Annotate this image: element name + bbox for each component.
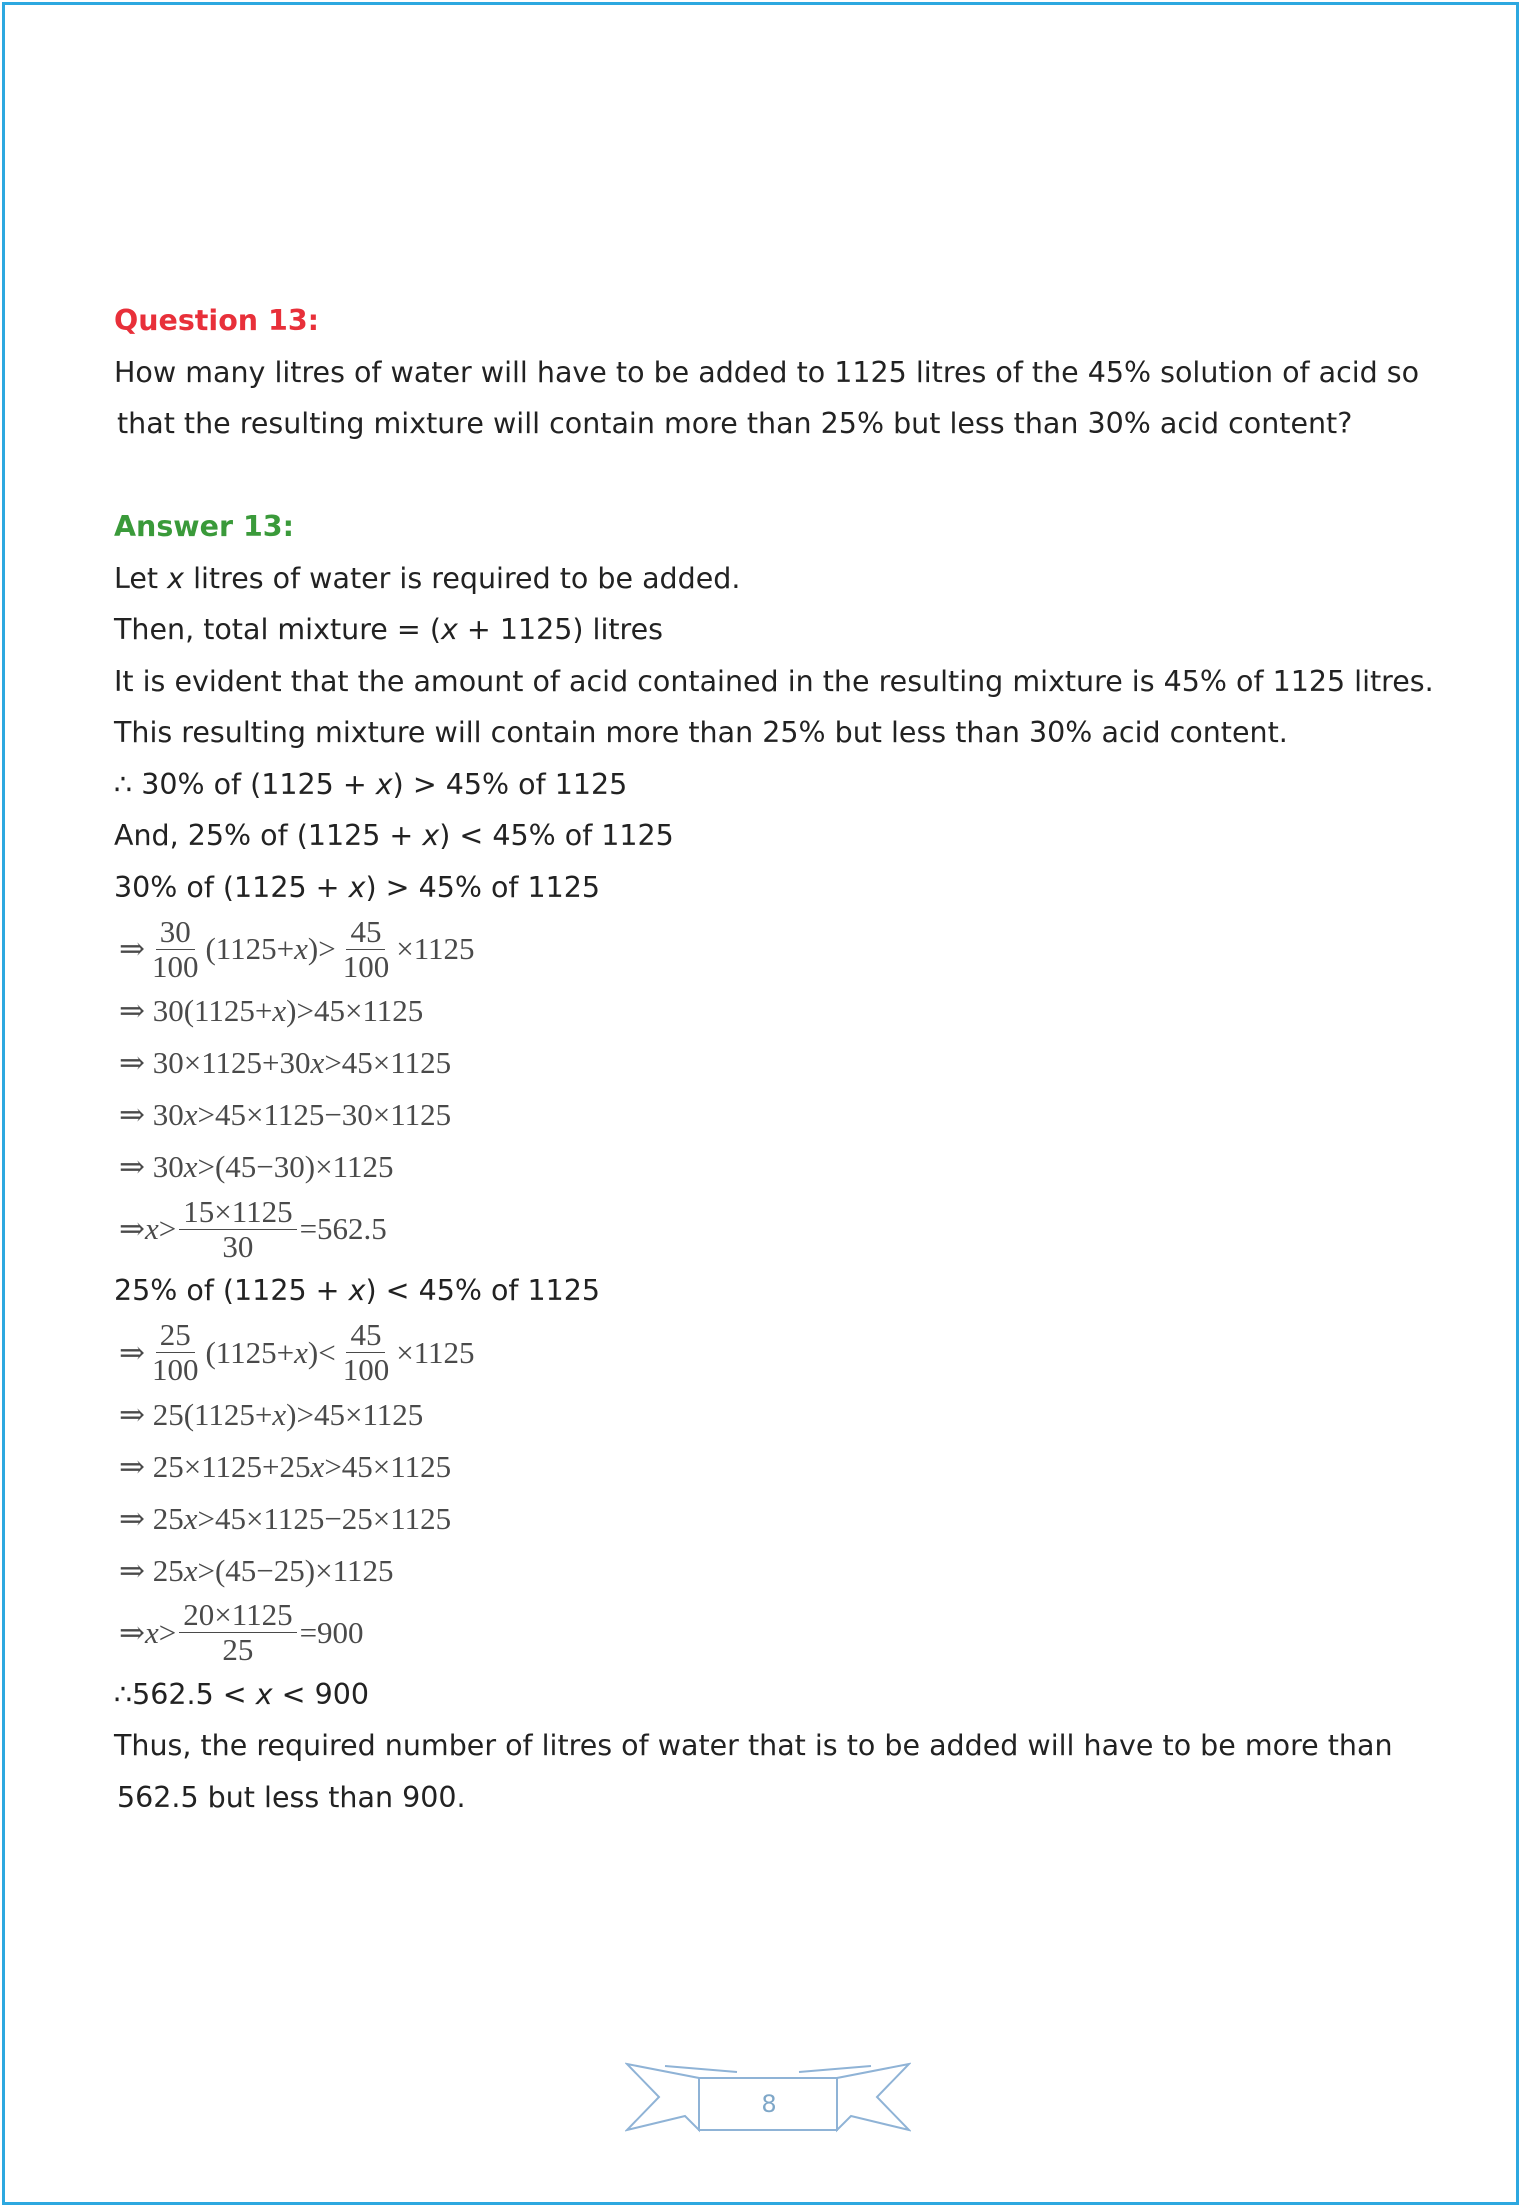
math-step-30-1	[114, 913, 1414, 985]
variable-x: x	[183, 1552, 198, 1588]
denominator: 30	[222, 1228, 254, 1264]
math-fragment: ⇒ 30	[119, 1149, 184, 1184]
numerator: 30	[156, 915, 195, 950]
fraction	[339, 915, 394, 984]
implies-symbol: ⇒	[119, 931, 145, 966]
math-fragment: ⇒ 30(1125+	[119, 993, 273, 1028]
denominator: 100	[342, 948, 390, 984]
text-fragment: ) < 45% of 1125	[439, 819, 674, 852]
answer-line-case-30	[114, 862, 1414, 914]
math-fragment: ⇒	[119, 1614, 145, 1650]
text-fragment: 30% of (1125 +	[114, 870, 349, 904]
variable-x: x	[183, 1149, 198, 1184]
math-fragment: >45×1125	[324, 1045, 452, 1080]
numerator: 45	[346, 915, 385, 950]
math-fragment: )>	[307, 931, 336, 966]
math-fragment: ⇒ 30	[119, 1097, 184, 1132]
math-fragment: >45×1125−25×1125	[197, 1500, 452, 1536]
math-fragment: )>45×1125	[286, 993, 424, 1028]
math-fragment: >(45−30)×1125	[197, 1149, 394, 1184]
math-step-25-1	[114, 1317, 1414, 1389]
text-fragment: ) > 45% of 1125	[392, 767, 628, 801]
math-step-30-4	[114, 1089, 1414, 1141]
answer-line-case-25	[114, 1265, 1414, 1317]
denominator: 100	[342, 1352, 390, 1387]
math-step-30-6	[114, 1193, 1414, 1265]
math-fragment: ⇒	[119, 1211, 145, 1246]
text-fragment: And, 25% of (1125 +	[114, 819, 423, 852]
text-fragment: < 900	[272, 1677, 370, 1711]
answer-line-evident: It is evident that the amount of acid contained in the resulting mixture is 45% of 1125 litres.	[114, 664, 1434, 698]
page-number-ribbon	[625, 2058, 911, 2138]
math-fragment: ⇒ 25	[119, 1552, 184, 1588]
question-heading: Question 13:	[114, 304, 320, 337]
math-fragment: ⇒ 25	[119, 1500, 184, 1536]
math-fragment: >	[158, 1614, 177, 1650]
implies-symbol: ⇒	[119, 1334, 145, 1370]
variable-x: x	[422, 819, 440, 852]
math-step-30-3	[114, 1037, 1414, 1089]
document-body	[114, 295, 1434, 1823]
text-fragment: ) > 45% of 1125	[365, 870, 601, 904]
answer-line-therefore-30	[114, 759, 1414, 811]
math-fragment: >45×1125−30×1125	[197, 1097, 452, 1132]
math-fragment: ×1125	[396, 1334, 475, 1370]
math-fragment: >45×1125	[324, 1448, 452, 1484]
variable-x: x	[183, 1097, 198, 1132]
answer-line-resulting: This resulting mixture will contain more than 25% but less than 30% acid content.	[114, 716, 1288, 749]
variable-x: x	[310, 1448, 325, 1484]
math-step-25-2	[114, 1389, 1414, 1441]
variable-x: x	[440, 613, 458, 646]
variable-x: x	[310, 1045, 325, 1080]
math-fragment: =900	[299, 1614, 364, 1650]
numerator: 15×1125	[179, 1195, 296, 1230]
conclusion-line-2: 562.5 but less than 900.	[117, 1780, 466, 1814]
variable-x: x	[272, 1396, 287, 1432]
math-fragment: )>45×1125	[286, 1396, 424, 1432]
math-fragment: ⇒ 25(1125+	[119, 1396, 273, 1432]
math-fragment: =562.5	[299, 1211, 387, 1246]
variable-x: x	[167, 561, 185, 595]
denominator: 100	[151, 1352, 199, 1387]
text-fragment: ∴ 30% of (1125 +	[114, 767, 376, 801]
text-fragment: 25% of (1125 +	[114, 1274, 349, 1307]
variable-x: x	[272, 993, 287, 1028]
numerator: 25	[156, 1318, 195, 1353]
math-fragment: >	[158, 1211, 177, 1246]
fraction	[339, 1318, 394, 1387]
variable-x: x	[144, 1614, 159, 1650]
variable-x: x	[144, 1211, 159, 1246]
conclusion-line-1: Thus, the required number of litres of water that is to be added will have to be more than	[114, 1729, 1393, 1762]
answer-line-let	[114, 553, 1414, 605]
answer-heading: Answer 13:	[114, 510, 295, 543]
fraction	[148, 1318, 203, 1387]
fraction	[179, 1195, 296, 1264]
spacer	[114, 450, 1414, 502]
variable-x: x	[348, 870, 366, 904]
question-text-line-1: How many litres of water will have to be added to 1125 litres of the 45% solution of acid so	[114, 355, 1420, 389]
math-fragment: (1125+	[205, 931, 295, 966]
denominator: 25	[222, 1632, 254, 1667]
text-fragment: ∴562.5 <	[114, 1677, 256, 1711]
math-step-25-6	[114, 1597, 1414, 1669]
variable-x: x	[183, 1500, 198, 1536]
math-step-30-2	[114, 985, 1414, 1037]
fraction	[148, 915, 203, 984]
text-fragment: Let	[114, 561, 168, 595]
math-fragment: >(45−25)×1125	[197, 1552, 394, 1588]
math-fragment: (1125+	[205, 1334, 295, 1370]
math-fragment: )<	[307, 1334, 336, 1370]
numerator: 20×1125	[179, 1598, 296, 1633]
page-number: 8	[761, 2090, 777, 2118]
fraction	[179, 1598, 296, 1667]
math-fragment: ⇒ 30×1125+30	[119, 1045, 311, 1080]
variable-x: x	[348, 1274, 366, 1307]
math-fragment: ⇒ 25×1125+25	[119, 1448, 311, 1484]
math-step-25-4	[114, 1493, 1414, 1545]
answer-line-range	[114, 1669, 1414, 1721]
variable-x: x	[255, 1677, 273, 1711]
variable-x: x	[294, 1334, 308, 1370]
text-fragment: Then, total mixture = (	[114, 613, 441, 646]
text-fragment: ) < 45% of 1125	[365, 1274, 601, 1307]
variable-x: x	[294, 931, 308, 966]
math-step-30-5	[114, 1141, 1414, 1193]
answer-line-and-25	[114, 810, 1414, 862]
numerator: 45	[346, 1318, 385, 1353]
answer-line-total-mixture	[114, 604, 1414, 656]
math-step-25-5	[114, 1545, 1414, 1597]
denominator: 100	[151, 948, 199, 984]
text-fragment: + 1125) litres	[457, 613, 664, 646]
math-step-25-3	[114, 1441, 1414, 1493]
question-text-line-2: that the resulting mixture will contain more than 25% but less than 30% acid content?	[117, 407, 1353, 440]
text-fragment: litres of water is required to be added.	[184, 561, 741, 595]
variable-x: x	[375, 767, 393, 801]
math-fragment: ×1125	[396, 931, 475, 966]
